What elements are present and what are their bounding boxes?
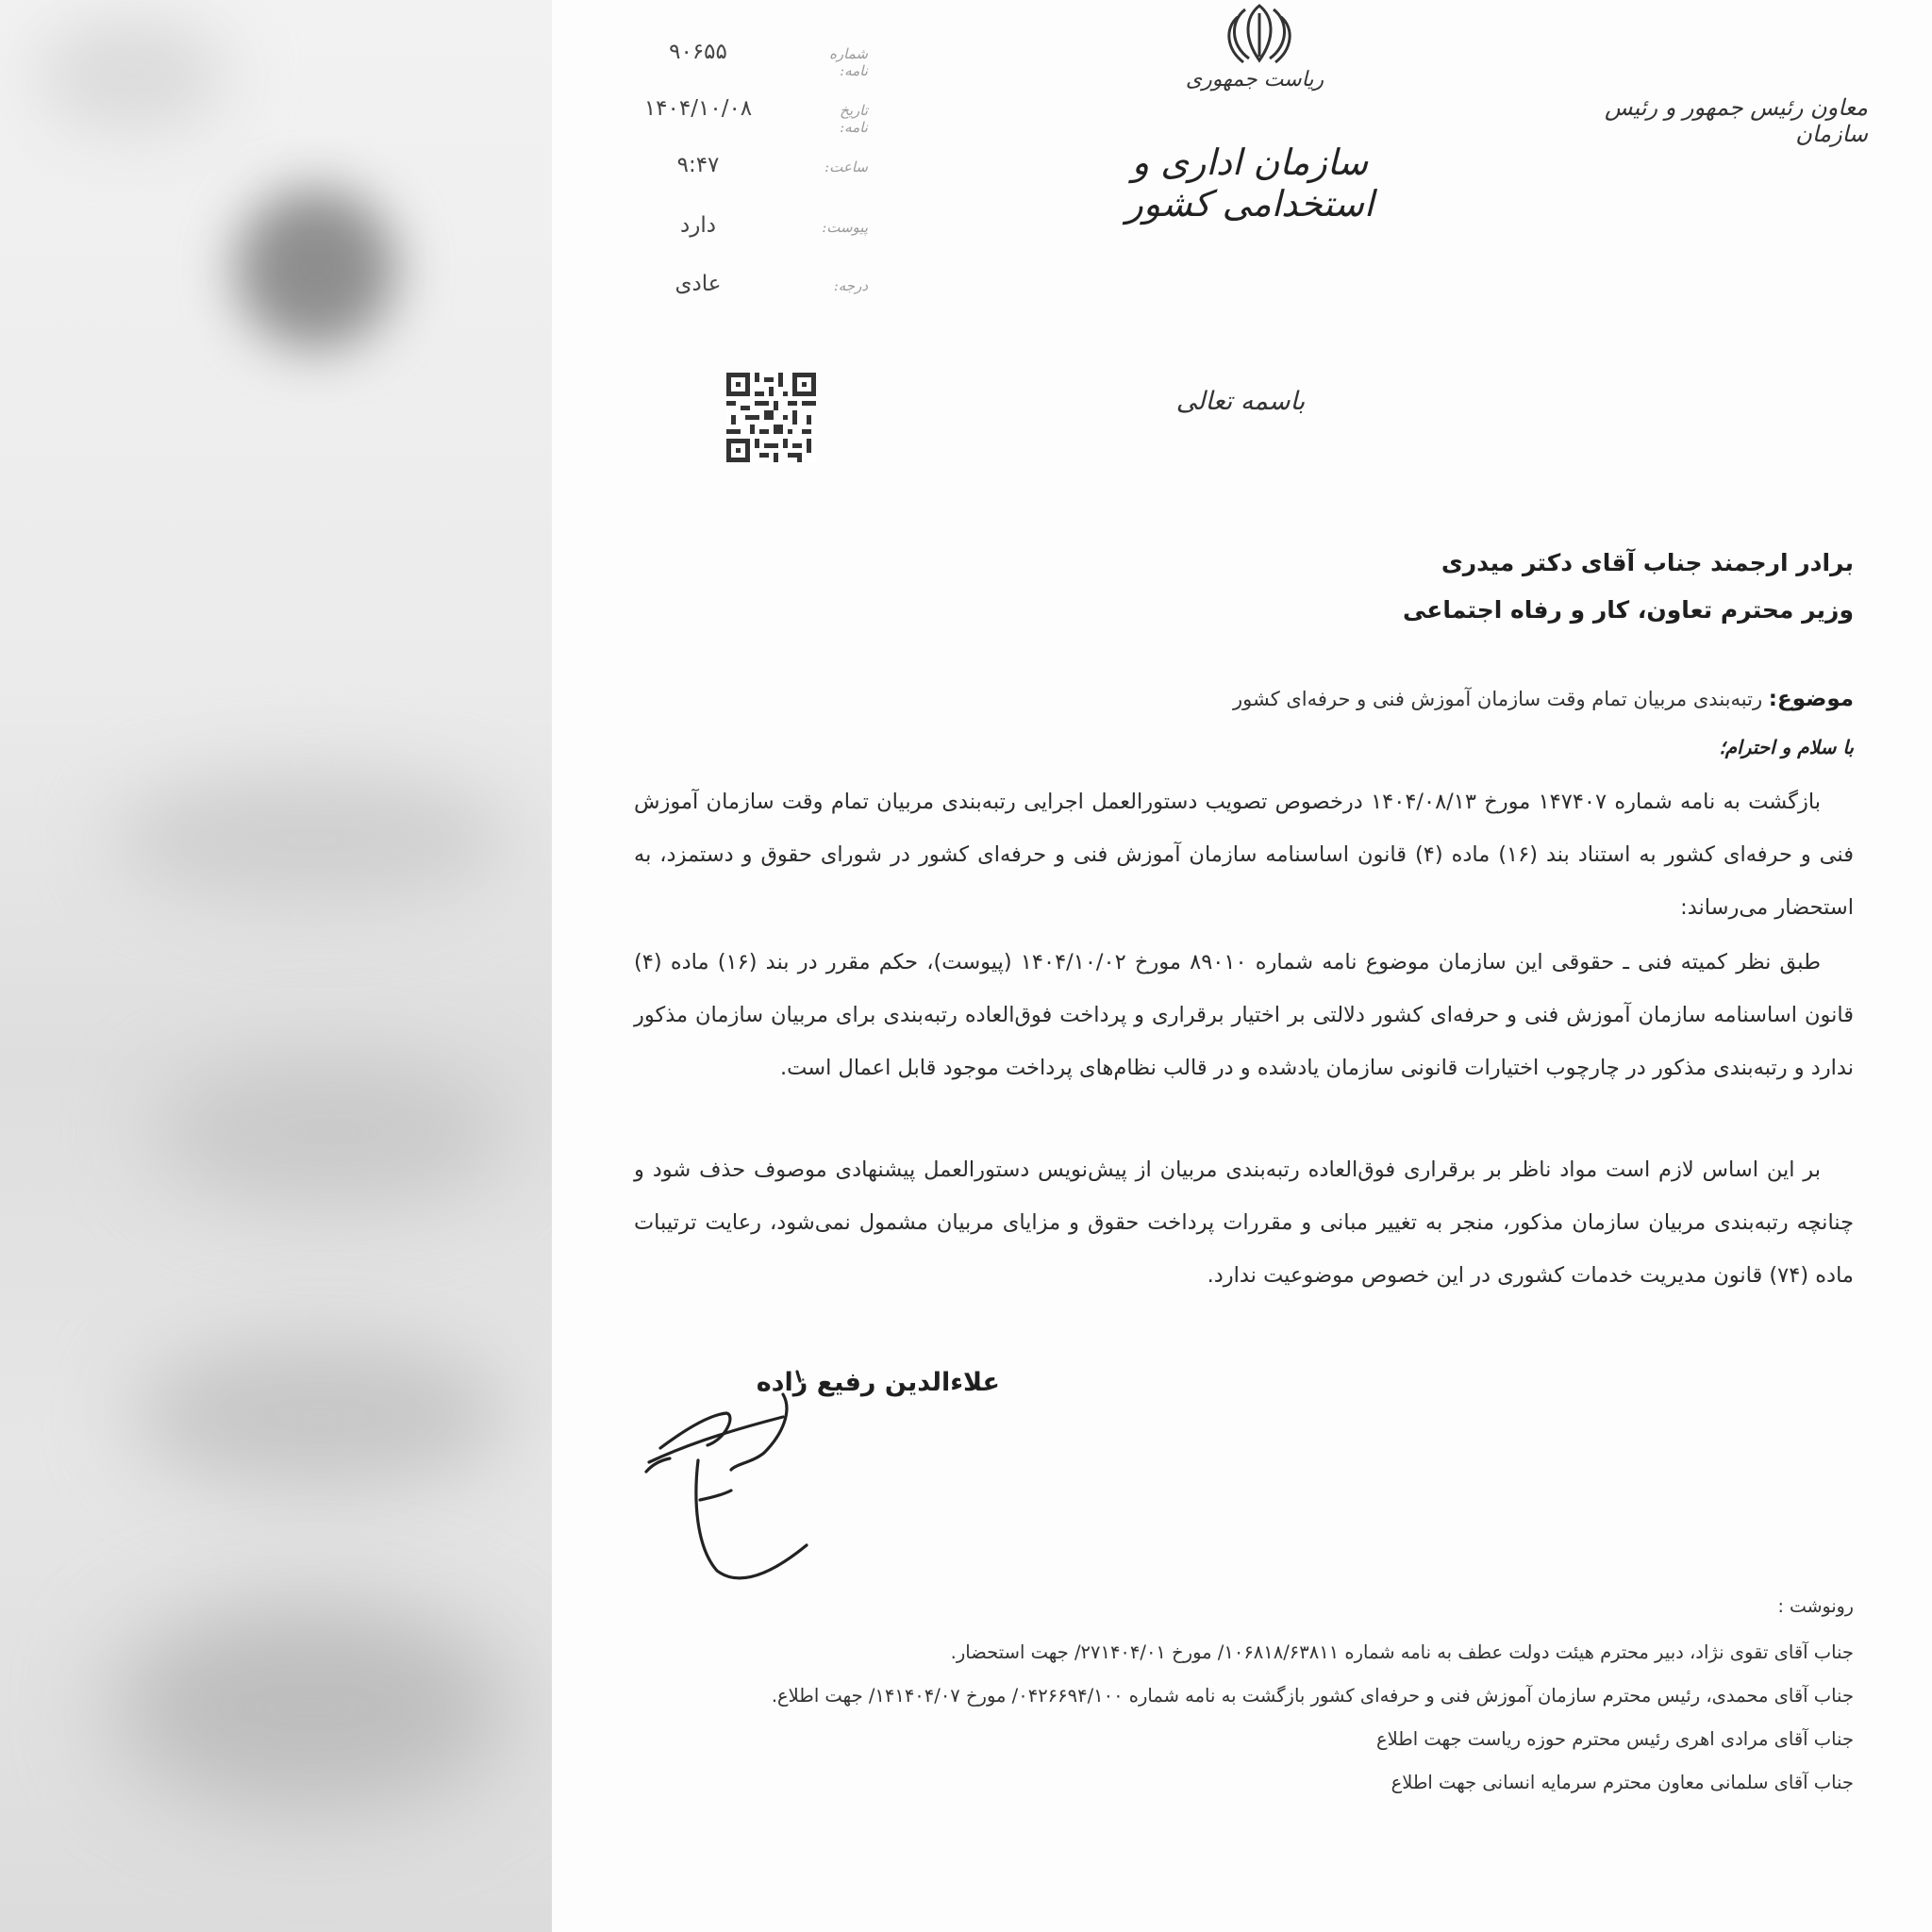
meta-letter-number [613, 40, 868, 77]
subject-text: رتبه‌بندی مربیان تمام وقت سازمان آموزش فنی و حرفه‌ای کشور [1232, 688, 1763, 710]
meta-priority [613, 272, 868, 309]
cc-line: جناب آقای محمدی، رئیس محترم سازمان آموزش فنی و حرفه‌ای کشور بازگشت به نامه شماره ۰۴۲۶۶۹۴/۱۰۰/ مورخ ۱۴۱۴۰۴/۰۷/ جهت اطلاع. [771, 1685, 1854, 1707]
meta-label: ساعت: [824, 158, 868, 175]
body-paragraph: بر این اساس لازم است مواد ناظر بر برقراری فوق‌العاده رتبه‌بندی مربیان از پیش‌نویس دستورالعمل پیشنهادی موصوف حذف شود و چنانچه رتبه‌بندی مربیان سازمان مذکور، منجر به تغییر مبانی و مقررات پرداخت حقوق و مزایای مربیان مشمول نمی‌شود، رعایت ترتیبات ماده (۷۴) قانون مدیریت خدمات کشوری در این خصوص موضوعیت ندارد. [634, 1158, 1854, 1288]
meta-value: ۹۰۶۵۵ [669, 40, 727, 64]
blurred-shape [236, 189, 396, 349]
meta-label: شماره نامه: [829, 45, 868, 79]
meta-value: عادی [675, 272, 722, 296]
deputy-title: معاون رئیس جمهور و رئیس سازمان [1604, 94, 1868, 147]
cc-line: جناب آقای سلمانی معاون محترم سرمایه انسانی جهت اطلاع [1391, 1772, 1854, 1793]
blurred-shape [113, 1604, 509, 1811]
meta-letter-date [613, 96, 868, 134]
meta-value: ۱۴۰۴/۱۰/۰۸ [643, 96, 753, 121]
meta-time [613, 153, 868, 191]
body-paragraph: بازگشت به نامه شماره ۱۴۷۴۰۷ مورخ ۱۴۰۴/۰۸/۱۳ درخصوص تصویب دستورالعمل اجرایی رتبه‌بندی مربیان تمام وقت سازمان آموزش فنی و حرفه‌ای کشور به استناد بند (۱۶) ماده (۴) قانون اساسنامه سازمان آموزش فنی و حرفه‌ای کشور در شورای حقوق و دستمزد، به استحضار می‌رساند: [634, 790, 1854, 920]
meta-value: دارد [680, 213, 716, 238]
blurred-shape [113, 774, 509, 906]
blurred-background [0, 0, 552, 1932]
organization-name: سازمان اداری و استخدامی کشور [1125, 142, 1374, 225]
recipient-title: وزیر محترم تعاون، کار و رفاه اجتماعی [1402, 596, 1854, 624]
meta-label: درجه: [833, 277, 868, 294]
basmala: باسمه تعالی [1175, 387, 1306, 416]
cc-line: جناب آقای مرادی اهری رئیس محترم حوزه ریاست جهت اطلاع [1375, 1728, 1854, 1750]
blurred-shape [151, 1057, 509, 1208]
signer-name: علاءالدین رفیع زاده [756, 1368, 1000, 1397]
meta-label: پیوست: [822, 219, 868, 236]
presidency-label: ریاست جمهوری [1185, 68, 1324, 92]
subject-label: موضوع: [1768, 687, 1854, 711]
blurred-shape [38, 19, 226, 132]
greeting: با سلام و احترام؛ [1719, 736, 1854, 758]
body-paragraph: طبق نظر کمیته فنی ـ حقوقی این سازمان موضوع نامه شماره ۸۹۰۱۰ مورخ ۱۴۰۴/۱۰/۰۲ (پیوست)، حکم مقرر در بند (۱۶) ماده (۴) قانون اساسنامه سازمان آموزش فنی و حرفه‌ای کشور دلالتی بر اختیار برقراری و پرداخت فوق‌العاده رتبه‌بندی برای مربیان سازمان مذکور ندارد و رتبه‌بندی مذکور در چارچوب اختیارات قانونی سازمان یادشده و در قالب نظام‌های پرداخت موجود قابل اعمال است. [634, 950, 1854, 1080]
recipient-name: برادر ارجمند جناب آقای دکتر میدری [1441, 549, 1854, 576]
cc-label: رونوشت : [1777, 1596, 1854, 1617]
iran-emblem-icon [1217, 0, 1302, 68]
meta-label: تاریخ نامه: [840, 102, 868, 136]
cc-line: جناب آقای تقوی نژاد، دبیر محترم هیئت دولت عطف به نامه شماره ۱۰۶۸۱۸/۶۳۸۱۱/ مورخ ۲۷۱۴۰۴/۰۱/ جهت استحضار. [950, 1641, 1854, 1663]
meta-attachment [613, 213, 868, 251]
subject-line [1132, 687, 1854, 711]
qr-code-icon [726, 373, 816, 462]
meta-value: ۹:۴۷ [676, 153, 720, 177]
blurred-shape [132, 1340, 509, 1491]
